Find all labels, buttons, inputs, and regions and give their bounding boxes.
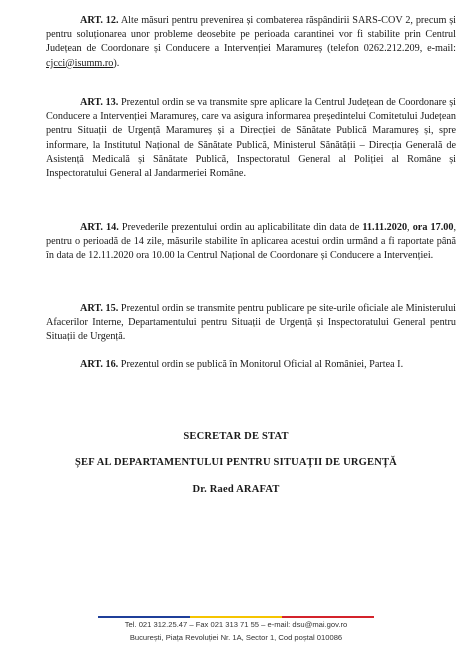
email-link[interactable]: cjcci@isumm.ro [46,57,114,69]
flag-yellow-stripe [190,616,282,618]
tricolor-divider [98,616,374,618]
article-label: ART. 14. [80,222,119,233]
article-label: ART. 13. [80,97,119,108]
article-text: Prezentul ordin se transmite pentru publicare pe site-urile oficiale ale Ministerului Afacerilor Interne, Departamentului pentru Situații de Urgență și Inspectoratului General pentru Situații de Urgență. [46,303,456,343]
article-14 [46,221,456,264]
effective-time: ora 17.00 [412,222,454,233]
flag-red-stripe [282,616,374,618]
article-label: ART. 15. [80,303,119,314]
article-text: Alte măsuri pentru prevenirea și combaterea răspândirii SARS-COV 2, precum și pentru soluționarea unor probleme deosebite pe perioada carantinei vor fi stabilite prin Centrul Județean de Coordonare și Conducere a Intervenției Maramureș (telefon 0262.212.209, e-mail: [46,15,457,55]
effective-date: 11.11.2020 [362,222,408,233]
flag-blue-stripe [98,616,190,618]
article-text: , [407,222,413,233]
article-16 [46,358,456,372]
article-text-tail: ). [113,57,120,69]
article-12 [46,14,456,71]
signatory-title: SECRETAR DE STAT [183,431,289,442]
article-label: ART. 16. [80,359,119,370]
article-15 [46,302,456,345]
signatory-name: Dr. Raed ARAFAT [192,484,280,495]
article-text: Prezentul ordin se va transmite spre aplicare la Centrul Județean de Coordonare și Conducere a Intervenției Maramureș, care va asigura informarea președintelui Comitetului Județean pentru Situații de Urgență Maramureș și a Direcției de Sănătate Publică Maramureș și, spre informare, la Institutul Național de Sănătate Publică, Ministerul Sănătății – Direcția Generală de Asistență Medicală și Sănătate Publică, Inspectoratul General al Poliției al Române și Inspectoratului General al Jandarmeriei Române. [46,97,456,180]
article-label: ART. 12. [80,15,119,26]
article-text: , pentru o perioadă de 14 zile, măsurile stabilite în aplicarea acestui ordin urmând a fi raportate până în data de 12.11.2020 ora 10.00 la Centrul Național de Coordonare și Conducere a Intervenției. [46,222,456,262]
signatory-department: ȘEF AL DEPARTAMENTULUI PENTRU SITUAȚII DE URGENȚĂ [75,457,397,468]
footer-address: București, Piața Revoluției Nr. 1A, Sector 1, Cod poștal 010086 [129,633,343,642]
article-text: Prezentul ordin se publică în Monitorul Oficial al României, Partea I. [120,359,404,370]
footer-contact: Tel. 021 312.25.47 – Fax 021 313 71 55 – e-mail: dsu@mai.gov.ro [124,620,348,629]
article-text: Prevederile prezentului ordin au aplicabilitate din data de [121,222,363,233]
article-13 [46,96,456,181]
